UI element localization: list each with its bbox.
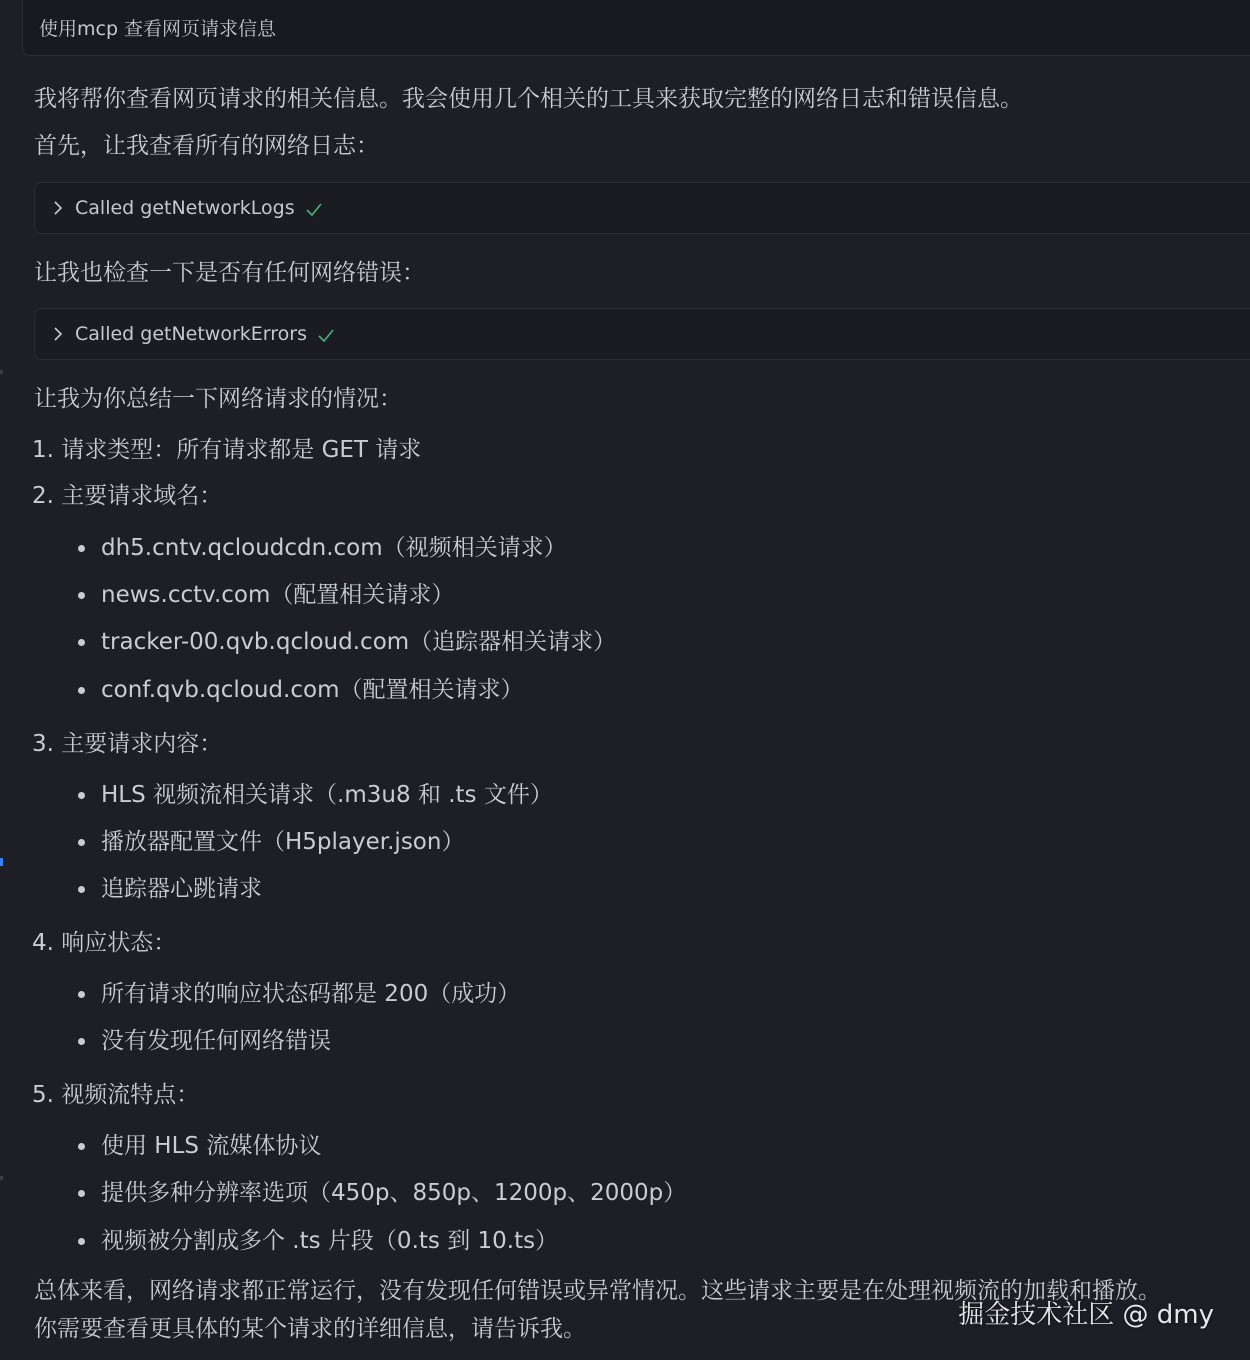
conclusion-line: 总体来看，网络请求都正常运行，没有发现任何错误或异常情况。这些请求主要是在处理视频流的加载和播放。 xyxy=(34,1278,1161,1304)
chevron-right-icon xyxy=(50,196,68,220)
section-title: 4. 响应状态： xyxy=(32,930,177,956)
tool-call-get-network-errors[interactable] xyxy=(34,308,1250,360)
bullet-dot xyxy=(78,639,85,646)
bullet-dot xyxy=(78,687,85,694)
section-title: 2. 主要请求域名： xyxy=(32,483,223,509)
section-title: 3. 主要请求内容： xyxy=(32,731,223,757)
bullet-dot xyxy=(78,1238,85,1245)
intro-line: 首先，让我查看所有的网络日志： xyxy=(34,133,379,159)
list-item: 所有请求的响应状态码都是 200（成功） xyxy=(101,979,520,1009)
tool-call-label: Called getNetworkLogs xyxy=(75,196,323,220)
list-item: 使用 HLS 流媒体协议 xyxy=(101,1131,321,1161)
bullet-dot xyxy=(78,991,85,998)
list-item: conf.qvb.qcloud.com（配置相关请求） xyxy=(101,675,523,705)
list-item: dh5.cntv.qcloudcdn.com（视频相关请求） xyxy=(101,533,567,563)
list-item: 视频被分割成多个 .ts 片段（0.ts 到 10.ts） xyxy=(101,1226,558,1256)
chevron-right-icon xyxy=(50,322,68,346)
watermark: 掘金技术社区 @ dmy xyxy=(958,1300,1214,1330)
bullet-dot xyxy=(78,1190,85,1197)
bullet-dot xyxy=(78,1143,85,1150)
tool-call-label: Called getNetworkErrors xyxy=(75,322,335,346)
summary-intro: 让我为你总结一下网络请求的情况： xyxy=(34,386,402,412)
user-query-bar xyxy=(22,0,1250,56)
list-item: 提供多种分辨率选项（450p、850p、1200p、2000p） xyxy=(101,1178,686,1208)
list-item: 没有发现任何网络错误 xyxy=(101,1026,331,1056)
section-title: 1. 请求类型：所有请求都是 GET 请求 xyxy=(32,437,422,463)
bullet-dot xyxy=(78,592,85,599)
list-item: news.cctv.com（配置相关请求） xyxy=(101,580,454,610)
edge-marker xyxy=(0,1176,3,1180)
edge-marker xyxy=(0,370,3,374)
bullet-dot xyxy=(78,545,85,552)
conclusion-line: 你需要查看更具体的某个请求的详细信息，请告诉我。 xyxy=(34,1316,586,1342)
user-query-text: 使用mcp 查看网页请求信息 xyxy=(39,18,277,40)
section-title: 5. 视频流特点： xyxy=(32,1082,200,1108)
tool-call-get-network-logs[interactable] xyxy=(34,182,1250,234)
bullet-dot xyxy=(78,886,85,893)
bullet-dot xyxy=(78,839,85,846)
intro-line: 我将帮你查看网页请求的相关信息。我会使用几个相关的工具来获取完整的网络日志和错误信息。 xyxy=(34,86,1023,112)
edge-marker-active xyxy=(0,858,3,866)
list-item: 播放器配置文件（H5player.json） xyxy=(101,827,464,857)
list-item: 追踪器心跳请求 xyxy=(101,874,262,904)
list-item: HLS 视频流相关请求（.m3u8 和 .ts 文件） xyxy=(101,780,553,810)
check-icon xyxy=(317,326,335,344)
between-text: 让我也检查一下是否有任何网络错误： xyxy=(34,260,425,286)
list-item: tracker-00.qvb.qcloud.com（追踪器相关请求） xyxy=(101,627,616,657)
bullet-dot xyxy=(78,792,85,799)
bullet-dot xyxy=(78,1038,85,1045)
check-icon xyxy=(305,200,323,218)
